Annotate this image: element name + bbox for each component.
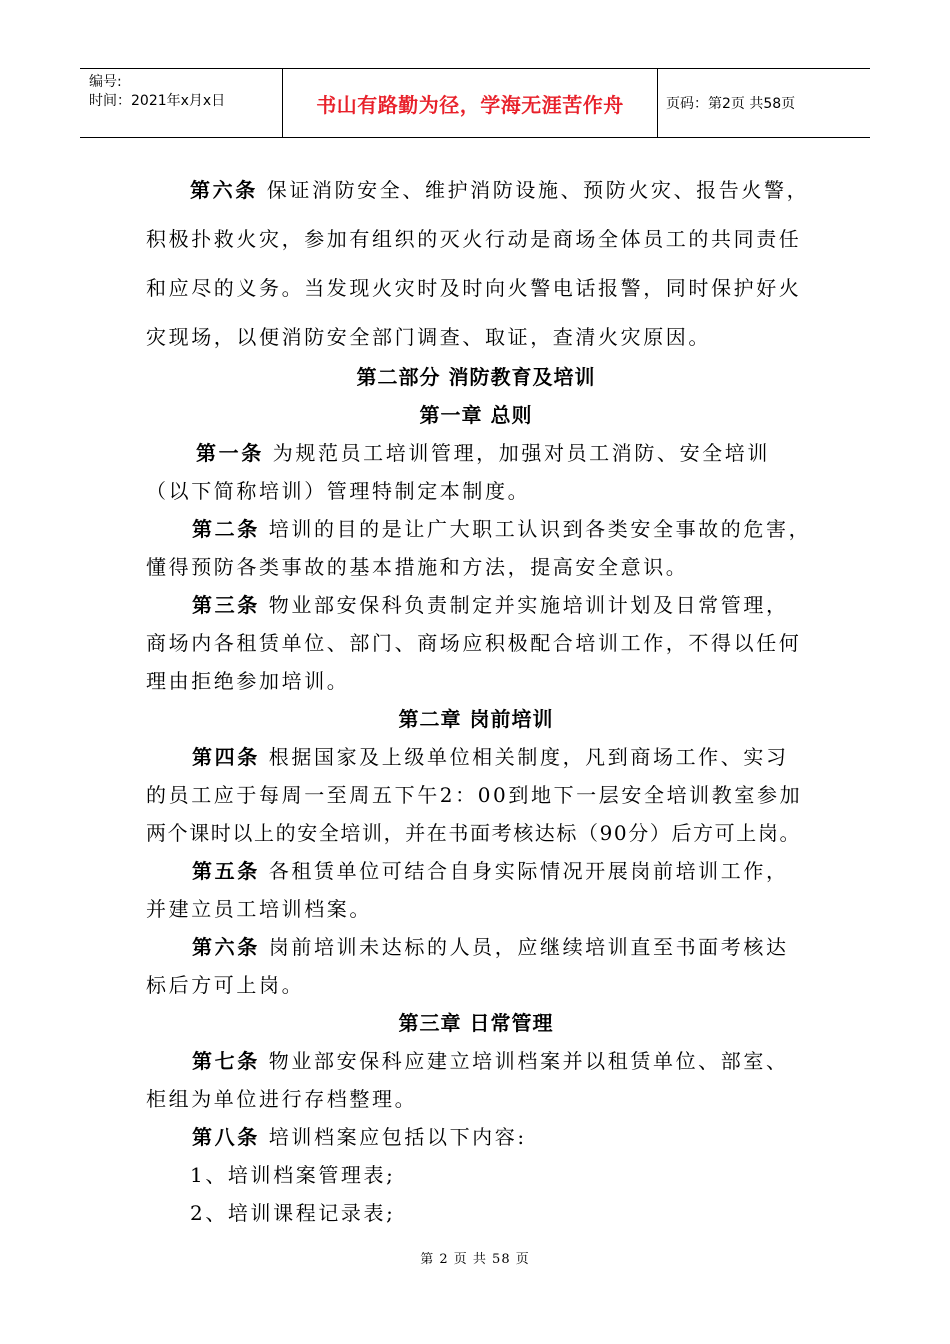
article-label: 第七条 [192,1049,260,1073]
paragraph-line: 柜组为单位进行存档整理。 [146,1087,418,1111]
header-page-info: 页码：第2页 共58页 [666,96,796,112]
paragraph-line [192,589,789,618]
paragraph-text: 为规范员工培训管理，加强对员工消防、安全培训 [263,441,770,465]
paragraph-text: 各租赁单位可结合自身实际情况开展岗前培训工作， [259,859,789,883]
paragraph-line: 理由拒绝参加培训。 [146,669,350,693]
paragraph-line: 懂得预防各类事故的基本措施和方法，提高安全意识。 [146,555,689,579]
list-item: 1、培训档案管理表; [190,1163,396,1187]
article-label: 第二条 [192,517,260,541]
chapter-title: 第一章 总则 [419,403,533,427]
part-title: 第二部分 消防教育及培训 [356,365,596,389]
list-item: 2、培训课程记录表; [190,1201,396,1225]
paragraph-line: 灾现场，以便消防安全部门调查、取证，查清火灾原因。 [146,325,711,349]
article-label: 第四条 [192,745,260,769]
paragraph-line: 标后方可上岗。 [146,973,305,997]
header-motto: 书山有路勤为径，学海无涯苦作舟 [316,92,624,117]
paragraph-text: 根据国家及上级单位相关制度，凡到商场工作、实习 [259,745,789,769]
paragraph-line: 的员工应于每周一至周五下午2：00到地下一层安全培训教室参加 [146,783,803,807]
paragraph-line: 两个课时以上的安全培训，并在书面考核达标（90分）后方可上岗。 [146,821,802,845]
chapter-title: 第三章 日常管理 [398,1011,554,1035]
page-header [80,68,870,138]
article-label: 第六条 [192,935,260,959]
paragraph-line [196,437,770,466]
paragraph-line [192,1045,789,1074]
header-meta [80,69,283,137]
paragraph-line [192,931,789,960]
paragraph-text: 培训档案应包括以下内容: [259,1125,527,1149]
paragraph-line [192,855,789,884]
paragraph-text: 保证消防安全、维护消防设施、预防火灾、报告火警， [257,178,810,202]
time-label: 时间：2021年x月x日 [89,93,226,109]
paragraph-text: 培训的目的是让广大职工认识到各类安全事故的危害， [259,517,812,541]
paragraph-line: 积极扑救火灾，参加有组织的灭火行动是商场全体员工的共同责任 [146,227,802,251]
chapter-title: 第二章 岗前培训 [398,707,554,731]
article-label: 第五条 [192,859,260,883]
article-label: 第六条 [190,178,258,202]
paragraph-line: （以下简称培训）管理特制定本制度。 [146,479,531,503]
paragraph-line: 和应尽的义务。当发现火灾时及时向火警电话报警，同时保护好火 [146,276,802,300]
article-label: 第八条 [192,1125,260,1149]
paragraph-text: 物业部安保科应建立培训档案并以租赁单位、部室、 [259,1049,789,1073]
paragraph-line [190,174,809,203]
paragraph-line [192,741,789,770]
page-footer: 第 2 页 共 58 页 [420,1252,530,1267]
paragraph-text: 岗前培训未达标的人员，应继续培训直至书面考核达 [259,935,789,959]
paragraph-line [192,513,811,542]
paragraph-line [192,1121,527,1150]
paragraph-line: 并建立员工培训档案。 [146,897,372,921]
paragraph-line: 商场内各租赁单位、部门、商场应积极配合培训工作，不得以任何 [146,631,802,655]
article-label: 第一条 [196,441,264,465]
paragraph-text: 物业部安保科负责制定并实施培训计划及日常管理， [259,593,789,617]
number-label: 编号: [89,74,122,90]
header-motto-cell [283,69,658,137]
article-label: 第三条 [192,593,260,617]
